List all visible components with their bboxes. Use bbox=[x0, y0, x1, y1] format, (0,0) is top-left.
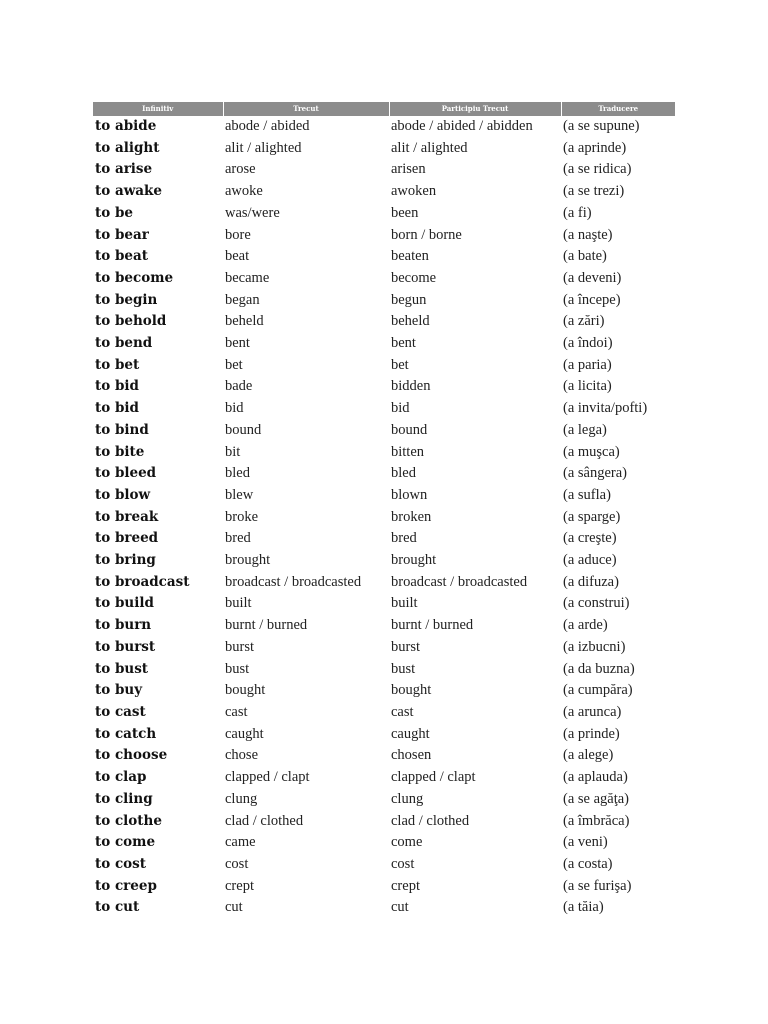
past-cell: arose bbox=[225, 161, 256, 178]
table-row bbox=[93, 376, 675, 398]
participle-cell: crept bbox=[391, 877, 420, 894]
participle-cell: bust bbox=[391, 660, 416, 677]
infinitive-cell: to build bbox=[95, 595, 154, 612]
header-row bbox=[93, 102, 675, 116]
translation-cell: (a veni) bbox=[563, 834, 608, 851]
translation-cell: (a sângera) bbox=[563, 465, 627, 482]
translation-cell: (a zări) bbox=[563, 313, 605, 330]
participle-cell: broadcast / broadcasted bbox=[391, 573, 528, 590]
infinitive-cell: to behold bbox=[95, 313, 167, 330]
table-row bbox=[93, 463, 675, 485]
table-row bbox=[93, 116, 675, 138]
translation-cell: (a aplauda) bbox=[563, 769, 628, 786]
irregular-verbs-table bbox=[93, 102, 675, 919]
participle-cell: abode / abided / abidden bbox=[391, 118, 533, 134]
past-cell: cost bbox=[225, 855, 249, 872]
past-cell: awoke bbox=[225, 183, 263, 200]
participle-cell: born / borne bbox=[391, 226, 462, 243]
translation-cell: (a aprinde) bbox=[563, 139, 627, 156]
table-row bbox=[93, 832, 675, 854]
participle-cell: clad / clothed bbox=[391, 812, 470, 829]
translation-cell: (a da buzna) bbox=[563, 660, 635, 677]
past-cell: cut bbox=[225, 899, 243, 916]
participle-cell: awoken bbox=[391, 183, 437, 200]
translation-cell: (a sparge) bbox=[563, 508, 621, 525]
table-row bbox=[93, 659, 675, 681]
infinitive-cell: to burst bbox=[95, 638, 156, 655]
translation-cell: (a costa) bbox=[563, 855, 613, 872]
table-row bbox=[93, 789, 675, 811]
table-row bbox=[93, 811, 675, 833]
infinitive-cell: to alight bbox=[95, 139, 160, 156]
table-row bbox=[93, 767, 675, 789]
past-cell: abode / abided bbox=[225, 118, 310, 134]
infinitive-cell: to beat bbox=[95, 248, 148, 265]
infinitive-cell: to breed bbox=[95, 530, 159, 547]
past-cell: blew bbox=[225, 486, 254, 503]
participle-cell: brought bbox=[391, 552, 437, 569]
infinitive-cell: to cling bbox=[95, 790, 153, 807]
table-row bbox=[93, 528, 675, 550]
infinitive-cell: to choose bbox=[95, 747, 168, 764]
past-cell: caught bbox=[225, 725, 264, 742]
past-cell: burnt / burned bbox=[225, 617, 308, 634]
translation-cell: (a arunca) bbox=[563, 703, 622, 720]
table-row bbox=[93, 572, 675, 594]
translation-cell: (a sufla) bbox=[563, 486, 611, 503]
table-row bbox=[93, 724, 675, 746]
past-cell: bust bbox=[225, 660, 250, 677]
translation-cell: (a se ridica) bbox=[563, 161, 632, 178]
participle-cell: built bbox=[391, 595, 418, 612]
participle-cell: bitten bbox=[391, 443, 425, 460]
participle-cell: alit / alighted bbox=[391, 139, 468, 156]
translation-cell: (a bate) bbox=[563, 248, 607, 265]
table-row bbox=[93, 181, 675, 203]
participle-cell: chosen bbox=[391, 747, 432, 764]
past-cell: chose bbox=[225, 747, 259, 764]
infinitive-cell: to bear bbox=[95, 226, 149, 243]
translation-cell: (a se supune) bbox=[563, 118, 640, 134]
participle-cell: bidden bbox=[391, 378, 431, 395]
infinitive-cell: to become bbox=[95, 269, 174, 286]
participle-cell: bled bbox=[391, 465, 416, 482]
infinitive-cell: to awake bbox=[95, 183, 162, 200]
participle-cell: blown bbox=[391, 486, 428, 503]
table-row bbox=[93, 507, 675, 529]
participle-cell: clapped / clapt bbox=[391, 769, 476, 786]
table-row bbox=[93, 485, 675, 507]
translation-cell: (a naşte) bbox=[563, 226, 613, 243]
translation-cell: (a paria) bbox=[563, 356, 612, 373]
translation-cell: (a îmbrăca) bbox=[563, 812, 630, 829]
participle-cell: bought bbox=[391, 682, 432, 699]
table-row bbox=[93, 398, 675, 420]
past-cell: burst bbox=[225, 638, 254, 655]
translation-cell: (a muşca) bbox=[563, 443, 620, 460]
table-row bbox=[93, 268, 675, 290]
table-row bbox=[93, 420, 675, 442]
table-row bbox=[93, 854, 675, 876]
table-row bbox=[93, 550, 675, 572]
header-infinitive: Infinitiv bbox=[93, 102, 223, 116]
past-cell: brought bbox=[225, 552, 271, 569]
table-row bbox=[93, 333, 675, 355]
translation-cell: (a arde) bbox=[563, 617, 608, 634]
past-cell: bled bbox=[225, 465, 250, 482]
table-row bbox=[93, 159, 675, 181]
infinitive-cell: to bind bbox=[95, 421, 149, 438]
table-header bbox=[93, 102, 675, 116]
infinitive-cell: to broadcast bbox=[95, 573, 190, 590]
infinitive-cell: to bleed bbox=[95, 465, 157, 482]
table-row bbox=[93, 225, 675, 247]
participle-cell: bred bbox=[391, 530, 417, 547]
past-cell: built bbox=[225, 595, 252, 612]
translation-cell: (a alege) bbox=[563, 747, 614, 764]
infinitive-cell: to catch bbox=[95, 725, 157, 742]
infinitive-cell: to cast bbox=[95, 703, 146, 720]
table-row bbox=[93, 290, 675, 312]
participle-cell: cast bbox=[391, 703, 414, 720]
participle-cell: begun bbox=[391, 291, 427, 308]
translation-cell: (a difuza) bbox=[563, 573, 619, 590]
past-cell: beat bbox=[225, 248, 250, 265]
infinitive-cell: to come bbox=[95, 834, 156, 851]
past-cell: broadcast / broadcasted bbox=[225, 573, 362, 590]
past-cell: bred bbox=[225, 530, 251, 547]
translation-cell: (a prinde) bbox=[563, 725, 620, 742]
participle-cell: arisen bbox=[391, 161, 426, 178]
infinitive-cell: to blow bbox=[95, 486, 151, 503]
table-row bbox=[93, 355, 675, 377]
translation-cell: (a cumpăra) bbox=[563, 682, 633, 699]
translation-cell: (a invita/pofti) bbox=[563, 400, 648, 417]
infinitive-cell: to burn bbox=[95, 617, 152, 634]
table-row bbox=[93, 246, 675, 268]
translation-cell: (a se trezi) bbox=[563, 183, 625, 200]
past-cell: broke bbox=[225, 508, 259, 525]
past-cell: alit / alighted bbox=[225, 139, 302, 156]
translation-cell: (a izbucni) bbox=[563, 638, 626, 655]
infinitive-cell: to bust bbox=[95, 660, 149, 677]
past-cell: bet bbox=[225, 356, 243, 373]
past-cell: bit bbox=[225, 443, 241, 460]
infinitive-cell: to break bbox=[95, 508, 159, 525]
infinitive-cell: to cut bbox=[95, 899, 140, 916]
participle-cell: burnt / burned bbox=[391, 617, 474, 634]
infinitive-cell: to clothe bbox=[95, 812, 162, 829]
table-row bbox=[93, 442, 675, 464]
infinitive-cell: to clap bbox=[95, 769, 147, 786]
table-row bbox=[93, 203, 675, 225]
table-body bbox=[93, 116, 675, 919]
participle-cell: clung bbox=[391, 790, 424, 807]
participle-cell: bound bbox=[391, 421, 428, 438]
past-cell: came bbox=[225, 834, 256, 851]
infinitive-cell: to bend bbox=[95, 335, 153, 352]
table-row bbox=[93, 897, 675, 919]
past-cell: bore bbox=[225, 226, 251, 243]
participle-cell: broken bbox=[391, 508, 432, 525]
past-cell: clapped / clapt bbox=[225, 769, 310, 786]
translation-cell: (a construi) bbox=[563, 595, 630, 612]
translation-cell: (a licita) bbox=[563, 378, 612, 395]
participle-cell: beaten bbox=[391, 248, 429, 265]
participle-cell: burst bbox=[391, 638, 420, 655]
translation-cell: (a se agăţa) bbox=[563, 790, 630, 807]
past-cell: began bbox=[225, 291, 260, 308]
infinitive-cell: to arise bbox=[95, 161, 153, 178]
infinitive-cell: to begin bbox=[95, 291, 158, 308]
translation-cell: (a aduce) bbox=[563, 552, 617, 569]
translation-cell: (a se furişa) bbox=[563, 877, 632, 894]
past-cell: bent bbox=[225, 335, 250, 352]
past-cell: clung bbox=[225, 790, 258, 807]
header-participle: Participiu Trecut bbox=[389, 102, 561, 116]
past-cell: bid bbox=[225, 400, 244, 417]
past-cell: became bbox=[225, 269, 270, 286]
infinitive-cell: to bid bbox=[95, 378, 139, 395]
translation-cell: (a fi) bbox=[563, 204, 592, 221]
participle-cell: bet bbox=[391, 356, 409, 373]
table-row bbox=[93, 311, 675, 333]
table-row bbox=[93, 593, 675, 615]
past-cell: clad / clothed bbox=[225, 812, 304, 829]
table-row bbox=[93, 138, 675, 160]
table-row bbox=[93, 702, 675, 724]
table-row bbox=[93, 745, 675, 767]
participle-cell: bent bbox=[391, 335, 416, 352]
table-row bbox=[93, 615, 675, 637]
translation-cell: (a începe) bbox=[563, 291, 621, 308]
translation-cell: (a lega) bbox=[563, 421, 607, 438]
past-cell: cast bbox=[225, 703, 248, 720]
participle-cell: caught bbox=[391, 725, 430, 742]
table-row bbox=[93, 680, 675, 702]
infinitive-cell: to bite bbox=[95, 443, 145, 460]
infinitive-cell: to be bbox=[95, 204, 133, 221]
past-cell: bought bbox=[225, 682, 266, 699]
infinitive-cell: to cost bbox=[95, 855, 147, 872]
infinitive-cell: to bring bbox=[95, 552, 156, 569]
header-past: Trecut bbox=[223, 102, 389, 116]
participle-cell: cut bbox=[391, 899, 409, 916]
participle-cell: cost bbox=[391, 855, 415, 872]
past-cell: bound bbox=[225, 421, 262, 438]
participle-cell: beheld bbox=[391, 313, 430, 330]
translation-cell: (a creşte) bbox=[563, 530, 617, 547]
infinitive-cell: to abide bbox=[95, 118, 157, 134]
table-row bbox=[93, 876, 675, 898]
participle-cell: become bbox=[391, 269, 437, 286]
past-cell: crept bbox=[225, 877, 254, 894]
participle-cell: come bbox=[391, 834, 423, 851]
past-cell: beheld bbox=[225, 313, 264, 330]
translation-cell: (a îndoi) bbox=[563, 335, 613, 352]
infinitive-cell: to creep bbox=[95, 877, 157, 894]
participle-cell: bid bbox=[391, 400, 410, 417]
table-row bbox=[93, 637, 675, 659]
translation-cell: (a deveni) bbox=[563, 269, 622, 286]
translation-cell: (a tăia) bbox=[563, 899, 604, 916]
infinitive-cell: to bid bbox=[95, 400, 139, 417]
past-cell: bade bbox=[225, 378, 253, 395]
infinitive-cell: to bet bbox=[95, 356, 140, 373]
past-cell: was/were bbox=[225, 204, 280, 221]
infinitive-cell: to buy bbox=[95, 682, 143, 699]
participle-cell: been bbox=[391, 204, 419, 221]
header-translation: Traducere bbox=[561, 102, 675, 116]
